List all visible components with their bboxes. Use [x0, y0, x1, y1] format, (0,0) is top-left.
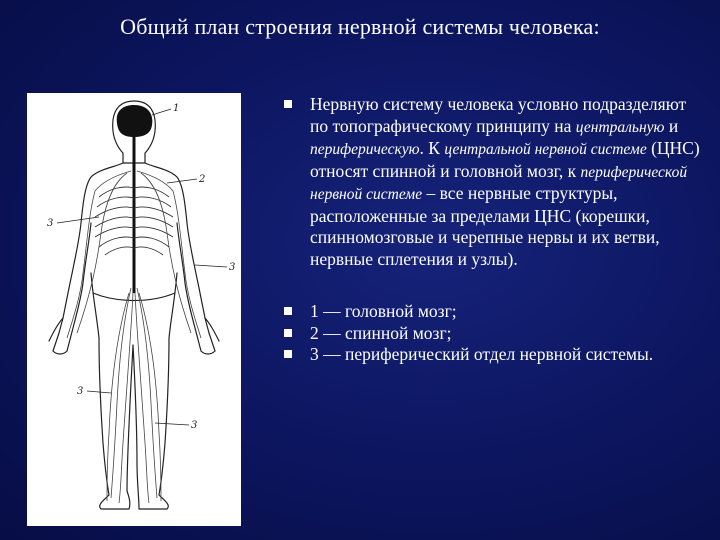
legend-item-3 — [282, 344, 707, 366]
term-peripheral: периферическую — [310, 141, 420, 158]
bullet-square-icon — [284, 307, 292, 315]
legend-item-2 — [282, 323, 707, 345]
brain-shape — [117, 105, 153, 137]
slide-title: Общий план строения нервной системы человека: — [120, 14, 600, 39]
legend-text-3: 3 — периферический отдел нервной системы. — [310, 344, 654, 364]
figure-label-3-arm-right: 3 — [229, 262, 236, 273]
bullet-square-icon — [284, 329, 292, 337]
figure-label-2: 2 — [199, 174, 206, 185]
bullet-list — [282, 94, 707, 366]
human-body-diagram — [27, 93, 241, 526]
paragraph-text: Нервную систему человека условно подразделяют по топографическому принципу на центральную и периферическую. К центральной нервной системе (ЦНС) относят спинной и головной мозг, к периферической нервной системе – все нервные структуры, расположенные за пределами ЦНС (корешки, спинномозговые и черепные нервы и их ветви, нервные сплетения и узлы). — [310, 94, 700, 269]
nervous-system-illustration — [27, 93, 241, 526]
figure-label-3-leg-left: 3 — [77, 386, 84, 397]
bullet-square-icon — [284, 350, 292, 358]
figure-label-3-arm-left: 3 — [47, 218, 54, 229]
figure-label-3-leg-right: 3 — [191, 420, 198, 431]
right-arm-outline — [177, 223, 219, 354]
bullet-square-icon — [284, 100, 292, 108]
legs-outline — [91, 273, 177, 509]
term-central: центральную — [575, 118, 665, 136]
paragraph-item — [282, 94, 707, 270]
waist-line — [93, 293, 175, 301]
left-arm-outline — [49, 223, 91, 354]
term-pns: периферической нервной системе — [310, 163, 688, 203]
legend-item-1 — [282, 301, 707, 323]
term-cns: центральной нервной системе — [444, 141, 647, 158]
legend-text-2: 2 — спинной мозг; — [310, 322, 452, 343]
legend-text-1: 1 — головной мозг; — [310, 301, 457, 321]
figure-label-1: 1 — [173, 103, 180, 114]
label-leaders — [57, 109, 227, 425]
